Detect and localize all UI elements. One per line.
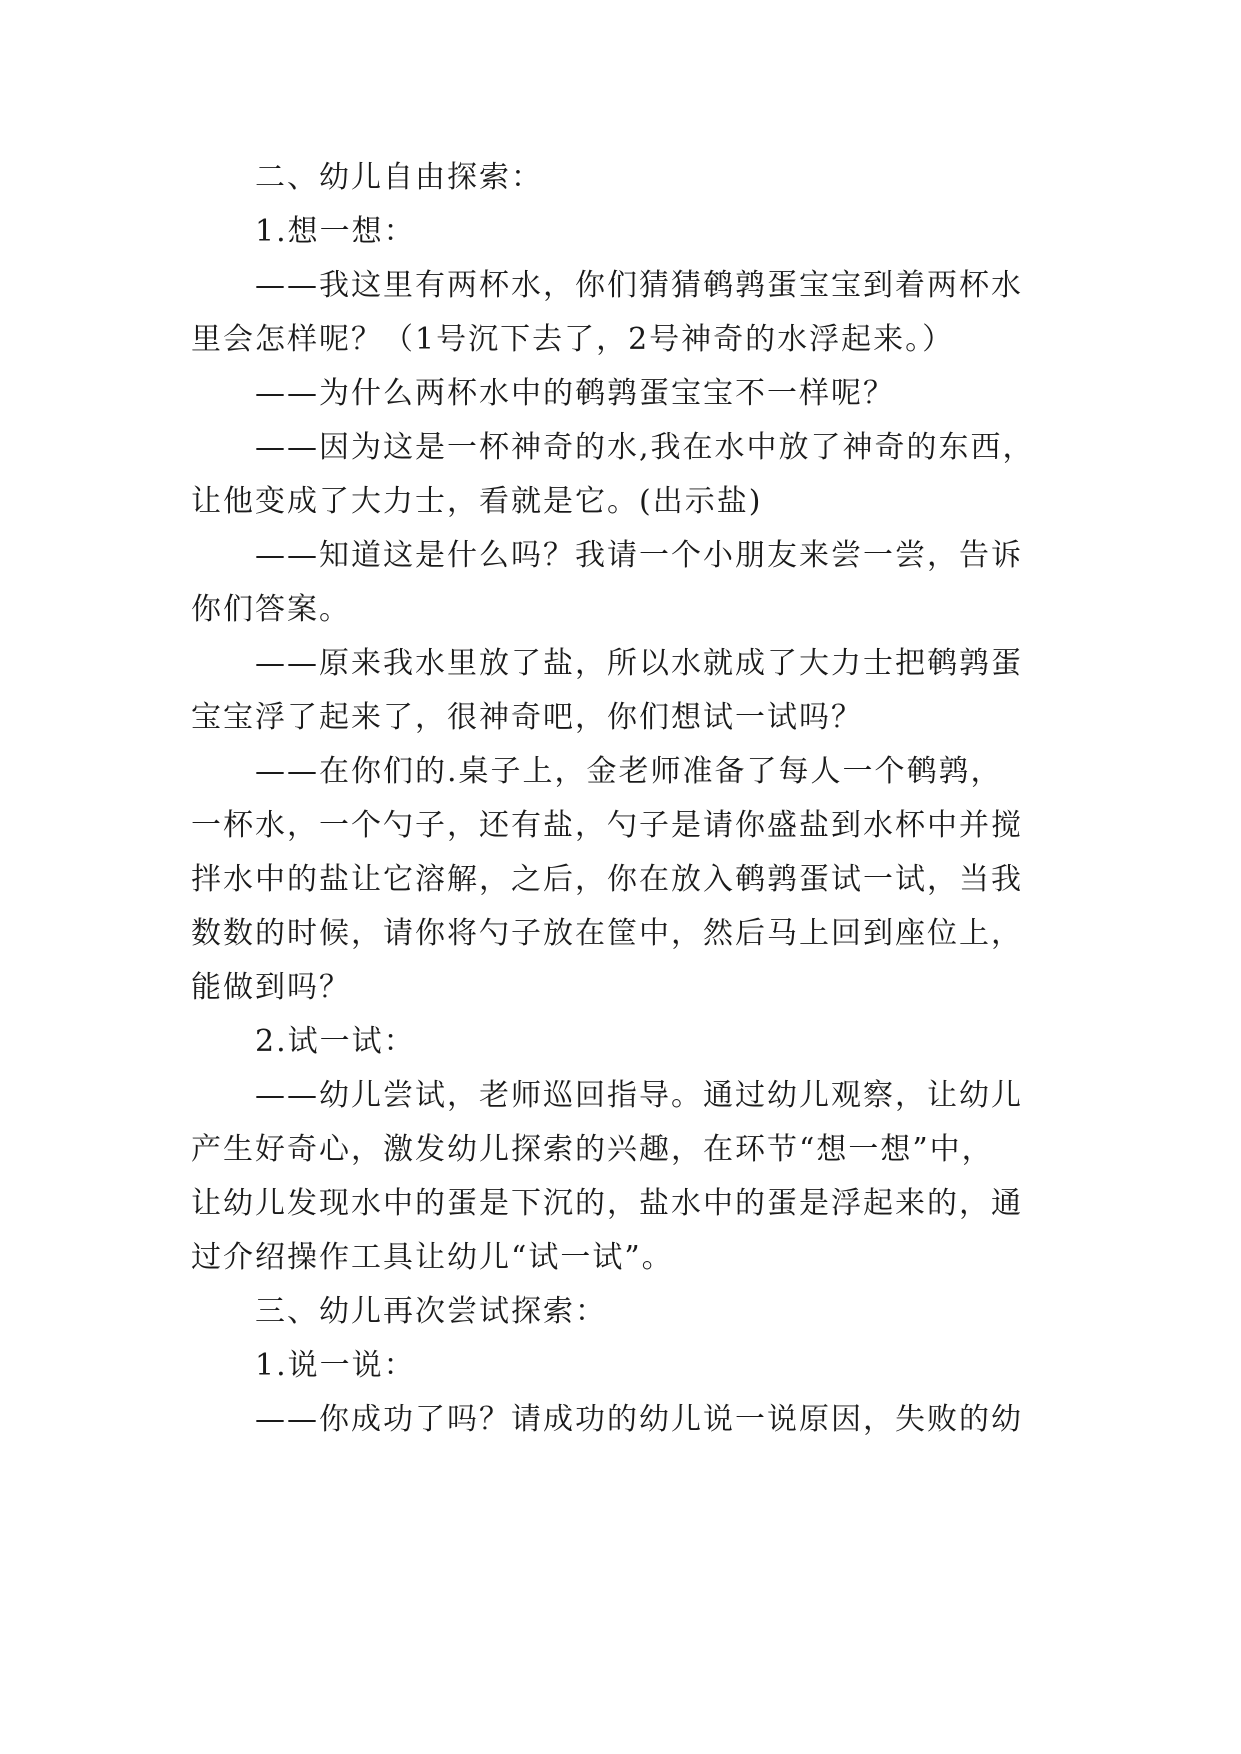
paragraph-line: 能做到吗？ [191,970,351,1005]
section-heading: 三、幼儿再次尝试探索： [255,1294,607,1329]
paragraph-line: ——为什么两杯水中的鹌鹑蛋宝宝不一样呢？ [255,376,895,411]
paragraph-line: ——知道这是什么吗？我请一个小朋友来尝一尝，告诉 [255,538,1023,573]
paragraph-line: ——原来我水里放了盐，所以水就成了大力士把鹌鹑蛋 [255,646,1023,681]
paragraph-line: ——幼儿尝试，老师巡回指导。通过幼儿观察，让幼儿 [255,1078,1023,1113]
paragraph-line: ——你成功了吗？请成功的幼儿说一说原因，失败的幼 [255,1402,1023,1437]
paragraph-line: 让幼儿发现水中的蛋是下沉的，盐水中的蛋是浮起来的，通 [191,1186,1023,1221]
paragraph-line: 过介绍操作工具让幼儿“试一试”。 [191,1240,674,1275]
paragraph-line: 里会怎样呢？（1号沉下去了，2号神奇的水浮起来。） [191,322,955,357]
subsection-heading: 2.试一试： [255,1024,416,1059]
paragraph-line: 你们答案。 [191,592,351,627]
paragraph-line: 数数的时候，请你将勺子放在筐中，然后马上回到座位上， [191,916,1023,951]
subsection-heading: 1.说一说： [255,1348,416,1383]
section-heading: 二、幼儿自由探索： [255,160,543,195]
paragraph-line: ——在你们的.桌子上，金老师准备了每人一个鹌鹑， [255,754,1003,789]
paragraph-line: 拌水中的盐让它溶解，之后，你在放入鹌鹑蛋试一试，当我 [191,862,1023,897]
paragraph-line: 产生好奇心，激发幼儿探索的兴趣，在环节“想一想”中， [191,1132,994,1167]
paragraph-line: 一杯水，一个勺子，还有盐，勺子是请你盛盐到水杯中并搅 [191,808,1023,843]
paragraph-line: 让他变成了大力士，看就是它。(出示盐) [191,484,763,519]
paragraph-line: 宝宝浮了起来了，很神奇吧，你们想试一试吗？ [191,700,863,735]
subsection-heading: 1.想一想： [255,214,416,249]
paragraph-line: ——我这里有两杯水，你们猜猜鹌鹑蛋宝宝到着两杯水 [255,268,1023,303]
paragraph-line: ——因为这是一杯神奇的水,我在水中放了神奇的东西， [255,430,1035,465]
